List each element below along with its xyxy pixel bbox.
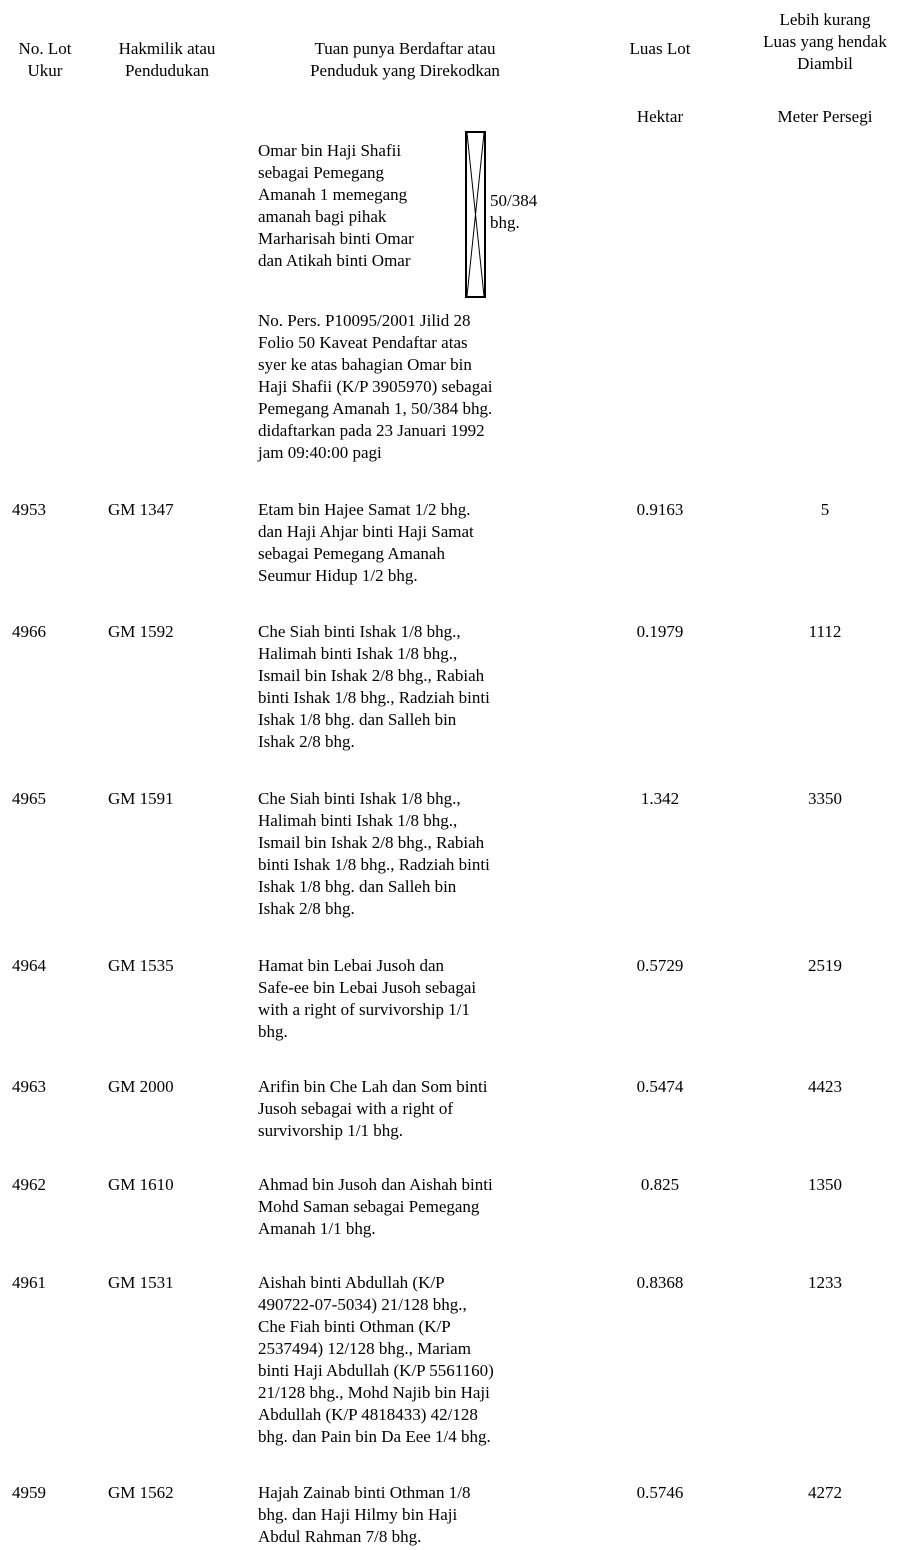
row-title: GM 1591 [108, 789, 174, 808]
row-owner [258, 499, 568, 587]
header-owner-line: Penduduk yang Direkodkan [310, 61, 500, 80]
row-title: GM 1562 [108, 1483, 174, 1502]
row-owner-line: Seumur Hidup 1/2 bhg. [258, 566, 418, 585]
row-owner-line: Mohd Saman sebagai Pemegang [258, 1197, 480, 1216]
row-lot: 4965 [12, 789, 46, 808]
row-area: 0.5746 [636, 1483, 684, 1502]
row-owner-line: dan Haji Ahjar binti Haji Samat [258, 522, 474, 541]
trustee-share-line: 50/384 [490, 191, 538, 210]
row-owner-line: binti Ishak 1/8 bhg., Radziah binti [258, 855, 490, 874]
caveat-line: syer ke atas bahagian Omar bin [258, 355, 472, 374]
row-owner-line: Ishak 1/8 bhg. dan Salleh bin [258, 710, 457, 729]
row-owner-line: Ismail bin Ishak 2/8 bhg., Rabiah [258, 833, 485, 852]
row-lot: 4964 [12, 956, 46, 975]
row-owner-line: 2537494) 12/128 bhg., Mariam [258, 1339, 471, 1358]
row-owner-line: Ismail bin Ishak 2/8 bhg., Rabiah [258, 666, 485, 685]
row-owner-line: Che Fiah binti Othman (K/P [258, 1317, 451, 1336]
row-title: GM 1535 [108, 956, 174, 975]
row-owner-line: survivorship 1/1 bhg. [258, 1121, 403, 1140]
row-owner-line: Abdullah (K/P 4818433) 42/128 [258, 1405, 478, 1424]
row-owner-line: Jusoh sebagai with a right of [258, 1099, 453, 1118]
row-area: 0.1979 [636, 622, 684, 641]
row-owner [258, 1482, 568, 1548]
header-lot-no-line: Ukur [27, 61, 63, 80]
header-take-line: Luas yang hendak [763, 32, 887, 51]
row-owner [258, 1174, 568, 1240]
row-lot: 4962 [12, 1175, 46, 1194]
row-take: 2519 [808, 956, 842, 975]
row-owner-line: Amanah 1/1 bhg. [258, 1219, 376, 1238]
trustee-line: dan Atikah binti Omar [258, 251, 411, 270]
row-owner-line: 21/128 bhg., Mohd Najib bin Haji [258, 1383, 490, 1402]
row-lot: 4953 [12, 500, 46, 519]
header-title [92, 38, 242, 82]
row-owner-line: Halimah binti Ishak 1/8 bhg., [258, 644, 458, 663]
header-area-unit: Hektar [636, 107, 684, 126]
row-owner-line: 490722-07-5034) 21/128 bhg., [258, 1295, 467, 1314]
bracket-cross-icon [467, 133, 484, 296]
trustee-text [258, 140, 468, 272]
row-area: 1.342 [640, 789, 680, 808]
row-owner-line: Arifin bin Che Lah dan Som binti [258, 1077, 488, 1096]
row-owner-line: Safe-ee bin Lebai Jusoh sebagai [258, 978, 477, 997]
row-owner-line: Ishak 2/8 bhg. [258, 732, 355, 751]
row-owner-line: bhg. dan Pain bin Da Eee 1/4 bhg. [258, 1427, 491, 1446]
row-owner-line: Abdul Rahman 7/8 bhg. [258, 1527, 422, 1546]
header-lot-no [0, 38, 90, 82]
row-area: 0.825 [640, 1175, 680, 1194]
row-title: GM 2000 [108, 1077, 174, 1096]
header-title-line: Hakmilik atau [118, 39, 216, 58]
row-title: GM 1610 [108, 1175, 174, 1194]
row-area: 0.9163 [636, 500, 684, 519]
header-take-unit: Meter Persegi [777, 107, 873, 126]
row-owner-line: Etam bin Hajee Samat 1/2 bhg. [258, 500, 471, 519]
row-take: 1350 [808, 1175, 842, 1194]
caveat-text [258, 310, 568, 464]
row-owner-line: bhg. [258, 1022, 288, 1041]
row-owner-line: Che Siah binti Ishak 1/8 bhg., [258, 789, 461, 808]
row-title: GM 1347 [108, 500, 174, 519]
header-owner [255, 38, 555, 82]
row-owner-line: sebagai Pemegang Amanah [258, 544, 445, 563]
row-take: 3350 [808, 789, 842, 808]
header-owner-line: Tuan punya Berdaftar atau [314, 39, 496, 58]
row-take: 1112 [808, 622, 842, 641]
header-take-line: Lebih kurang [779, 10, 871, 29]
header-take-line: Diambil [797, 54, 853, 73]
row-take: 4272 [808, 1483, 842, 1502]
caveat-line: Pemegang Amanah 1, 50/384 bhg. [258, 399, 493, 418]
trustee-line: Marharisah binti Omar [258, 229, 414, 248]
trustee-line: Omar bin Haji Shafii [258, 141, 402, 160]
row-take: 1233 [808, 1273, 842, 1292]
caveat-line: Folio 50 Kaveat Pendaftar atas [258, 333, 468, 352]
row-lot: 4966 [12, 622, 46, 641]
row-owner-line: Aishah binti Abdullah (K/P [258, 1273, 445, 1292]
row-owner-line: with a right of survivorship 1/1 [258, 1000, 471, 1019]
caveat-line: jam 09:40:00 pagi [258, 443, 382, 462]
row-area: 0.5474 [636, 1077, 684, 1096]
row-owner-line: Ishak 1/8 bhg. dan Salleh bin [258, 877, 457, 896]
trustee-share [490, 190, 560, 234]
row-take: 4423 [808, 1077, 842, 1096]
row-owner [258, 621, 568, 753]
header-lot-no-line: No. Lot [18, 39, 72, 58]
row-owner-line: Ahmad bin Jusoh dan Aishah binti [258, 1175, 493, 1194]
row-lot: 4959 [12, 1483, 46, 1502]
row-owner-line: binti Haji Abdullah (K/P 5561160) [258, 1361, 494, 1380]
row-owner [258, 788, 568, 920]
bracket-box [465, 131, 486, 298]
row-owner-line: Hajah Zainab binti Othman 1/8 [258, 1483, 471, 1502]
row-take: 5 [820, 500, 830, 519]
header-title-line: Pendudukan [124, 61, 210, 80]
row-lot: 4963 [12, 1077, 46, 1096]
row-title: GM 1592 [108, 622, 174, 641]
row-area: 0.5729 [636, 956, 684, 975]
row-owner [258, 1272, 568, 1448]
caveat-line: didaftarkan pada 23 Januari 1992 [258, 421, 485, 440]
row-title: GM 1531 [108, 1273, 174, 1292]
row-owner-line: Che Siah binti Ishak 1/8 bhg., [258, 622, 461, 641]
row-owner [258, 1076, 568, 1142]
trustee-line: sebagai Pemegang [258, 163, 385, 182]
trustee-line: amanah bagi pihak [258, 207, 387, 226]
row-owner-line: Ishak 2/8 bhg. [258, 899, 355, 918]
caveat-line: No. Pers. P10095/2001 Jilid 28 [258, 311, 471, 330]
row-owner-line: Hamat bin Lebai Jusoh dan [258, 956, 445, 975]
row-area: 0.8368 [636, 1273, 684, 1292]
trustee-line: Amanah 1 memegang [258, 185, 408, 204]
row-owner-line: bhg. dan Haji Hilmy bin Haji [258, 1505, 458, 1524]
row-owner-line: Halimah binti Ishak 1/8 bhg., [258, 811, 458, 830]
row-lot: 4961 [12, 1273, 46, 1292]
header-area-line: Luas Lot [629, 39, 691, 58]
row-owner [258, 955, 568, 1043]
trustee-share-line: bhg. [490, 213, 520, 232]
header-area [600, 38, 720, 60]
header-take [745, 9, 905, 75]
caveat-line: Haji Shafii (K/P 3905970) sebagai [258, 377, 493, 396]
row-owner-line: binti Ishak 1/8 bhg., Radziah binti [258, 688, 490, 707]
